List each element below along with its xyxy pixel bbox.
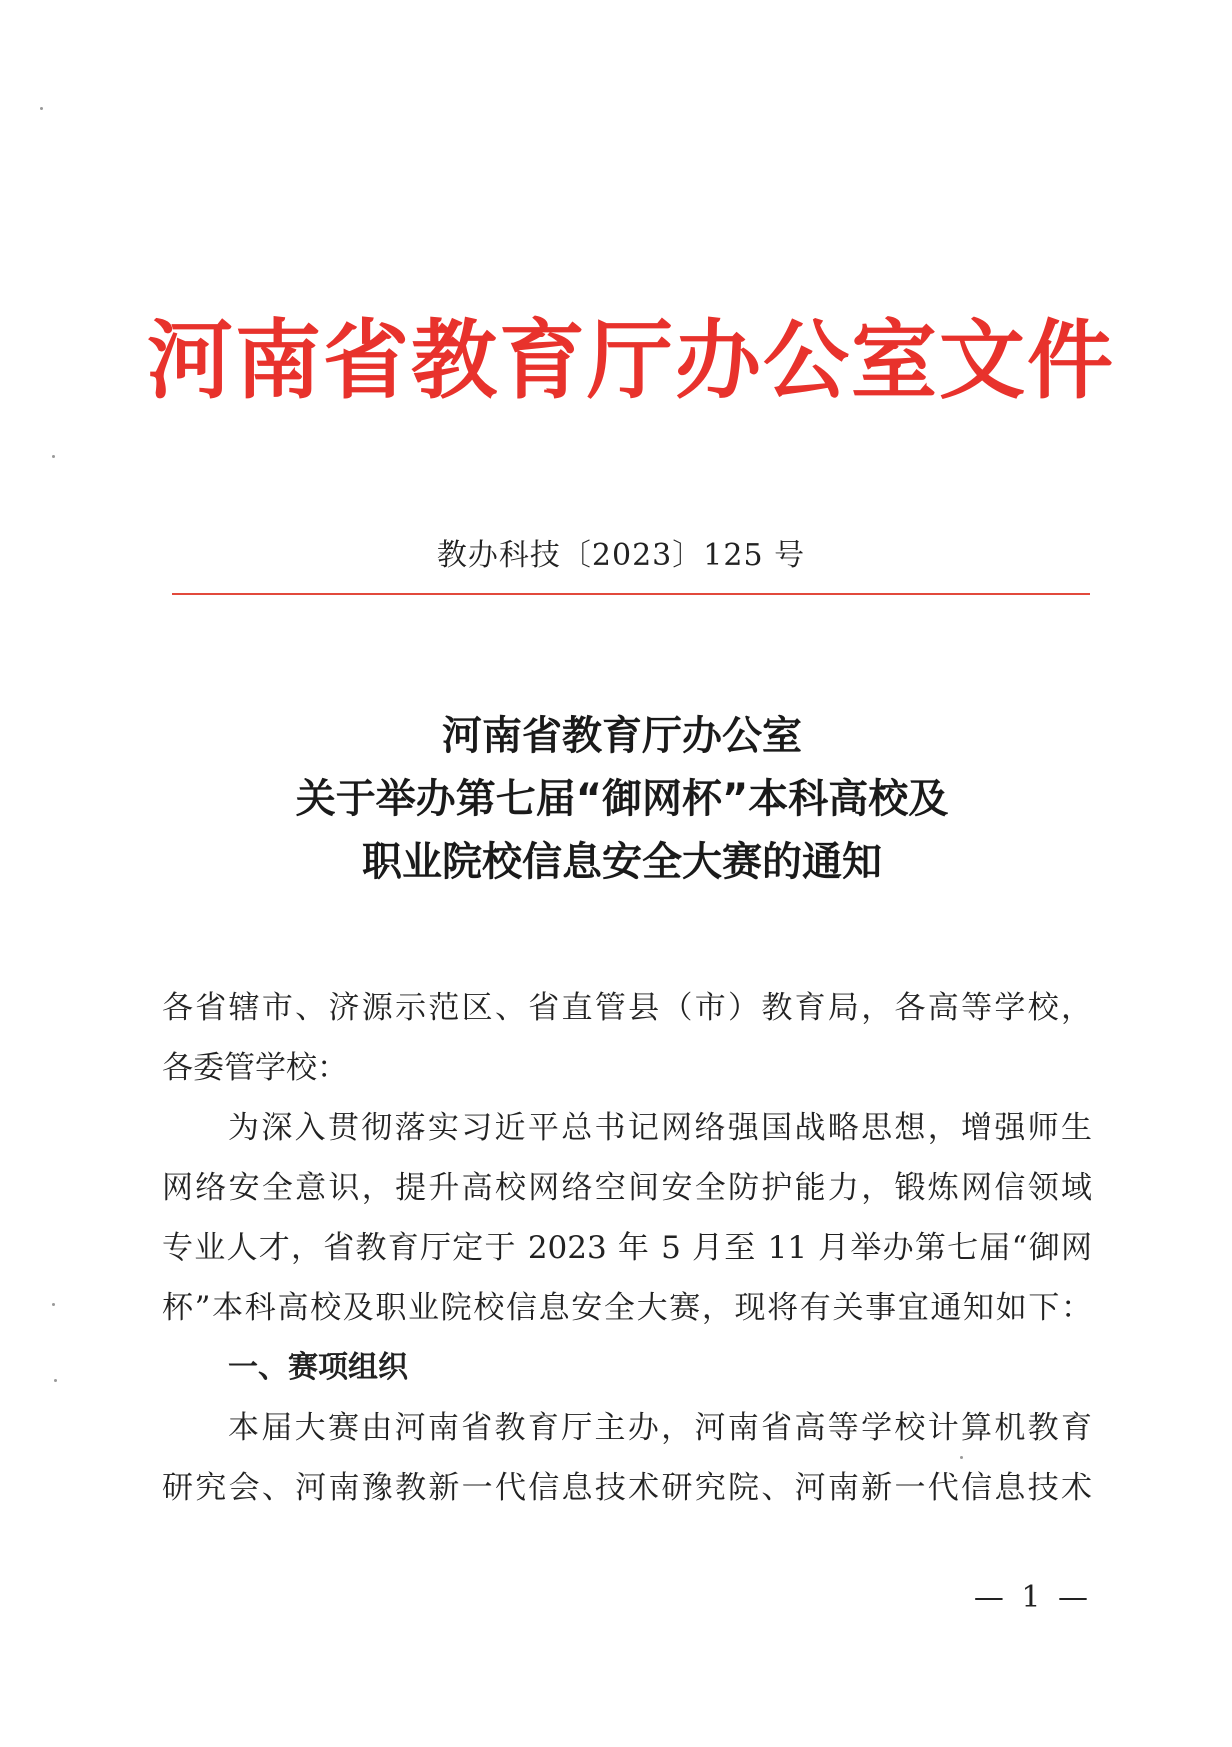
page-number: — 1 — — [973, 1580, 1092, 1615]
addressee-line-2: 各委管学校： — [162, 1050, 348, 1086]
scan-speck — [54, 1379, 57, 1382]
notice-body — [162, 978, 1092, 1518]
notice-title-line-1: 河南省教育厅办公室 — [442, 713, 802, 759]
section-1-heading: 一、赛项组织 — [228, 1350, 408, 1385]
scan-speck — [52, 455, 55, 458]
paragraph-2-line-2: 研究会、河南豫教新一代信息技术研究院、河南新一代信息技术 — [162, 1470, 1092, 1506]
issuer-header-title: 河南省教育厅办公室文件 — [147, 310, 1115, 411]
scan-speck — [40, 107, 43, 110]
paragraph-1-line-2: 网络安全意识，提升高校网络空间安全防护能力，锻炼网信领域 — [162, 1170, 1092, 1206]
notice-title-line-2: 关于举办第七届“御网杯”本科高校及 — [295, 776, 949, 822]
paragraph-1-line-3: 专业人才，省教育厅定于 2023 年 5 月至 11 月举办第七届“御网 — [162, 1230, 1092, 1266]
paragraph-1-line-4: 杯”本科高校及职业院校信息安全大赛，现将有关事宜通知如下： — [162, 1290, 1092, 1326]
notice-title — [0, 705, 1232, 894]
paragraph-2-line-1: 本届大赛由河南省教育厅主办，河南省高等学校计算机教育 — [228, 1410, 1092, 1446]
paragraph-1-line-1: 为深入贯彻落实习近平总书记网络强国战略思想，增强师生 — [228, 1110, 1092, 1146]
red-separator-line — [172, 593, 1090, 595]
scan-speck — [52, 1303, 55, 1306]
scan-speck — [960, 1456, 963, 1459]
document-number: 教办科技〔2023〕125 号 — [436, 538, 806, 573]
notice-title-line-3: 职业院校信息安全大赛的通知 — [362, 839, 882, 885]
addressee-line-1: 各省辖市、济源示范区、省直管县（市）教育局，各高等学校， — [162, 990, 1092, 1026]
